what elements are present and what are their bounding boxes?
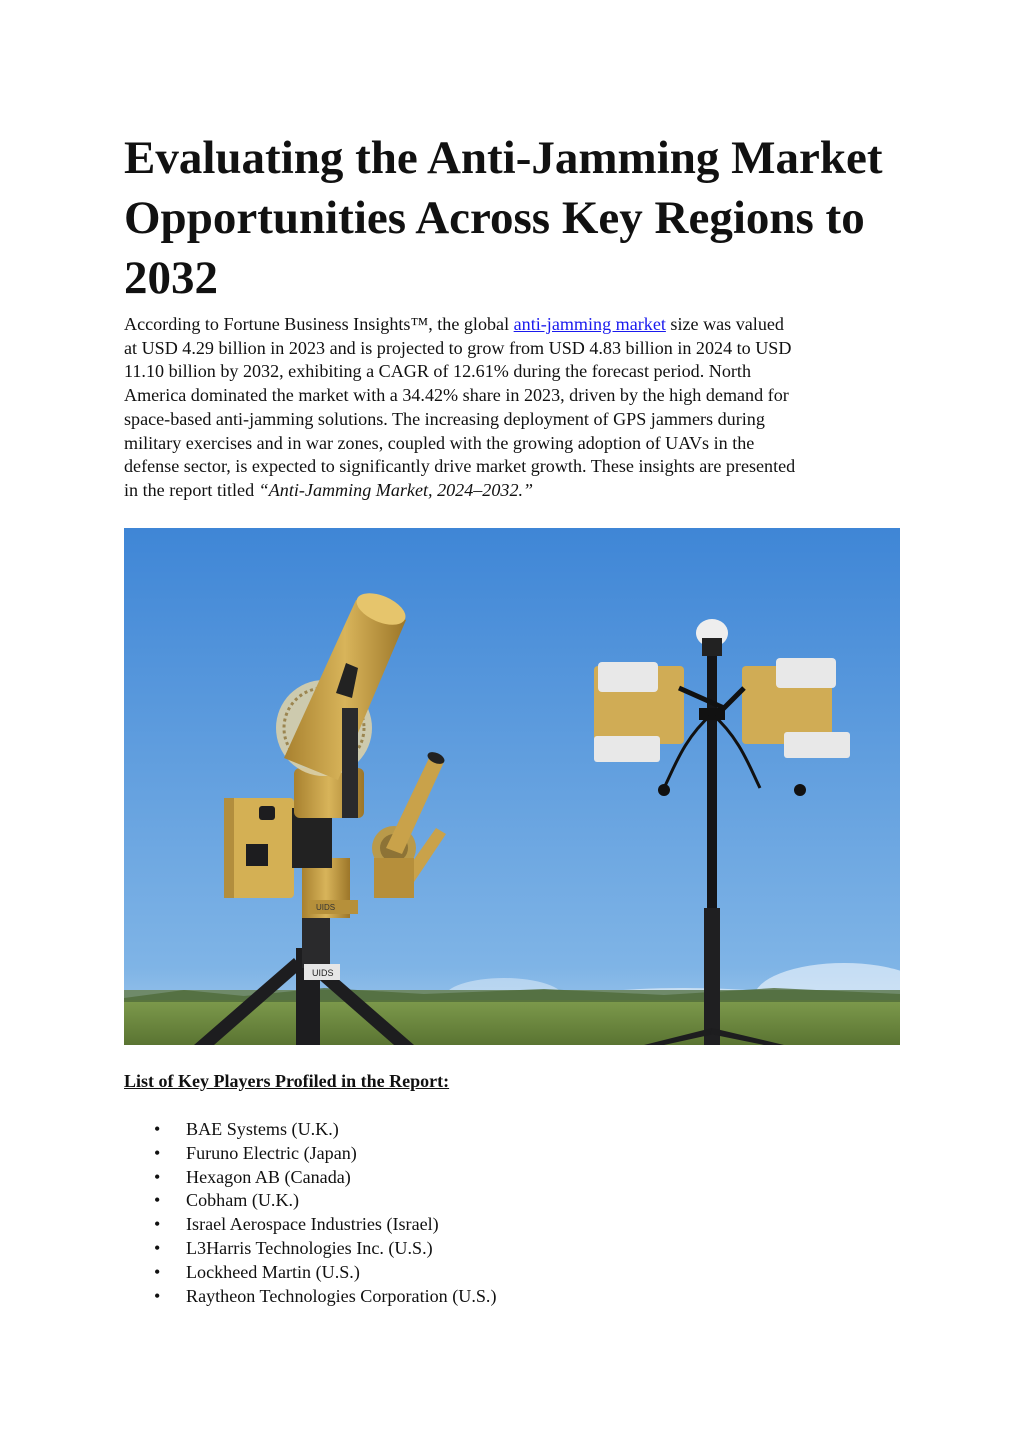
title-line: Opportunities Across Key Regions to xyxy=(124,192,865,244)
player-name: Hexagon AB (Canada) xyxy=(186,1166,351,1187)
report-title: “Anti-Jamming Market, 2024–2032.” xyxy=(258,479,534,500)
bullet-icon: • xyxy=(154,1142,161,1163)
bullet-icon: • xyxy=(154,1119,161,1139)
intro-line: military exercises and in war zones, coupled with the growing adoption of UAVs in the xyxy=(124,432,755,453)
list-item xyxy=(124,1285,900,1309)
intro-line: defense sector, is expected to significantly drive market growth. These insights are presented xyxy=(124,456,796,477)
list-item xyxy=(124,1118,900,1142)
list-item xyxy=(124,1189,900,1213)
uids-marking-upper: UIDS xyxy=(316,903,336,912)
intro-line: at USD 4.29 billion in 2023 and is projected to grow from USD 4.83 billion in 2024 to USD xyxy=(124,337,792,358)
intro-text: size was valued xyxy=(665,314,784,334)
list-item xyxy=(124,1213,900,1237)
anti-jamming-equipment-photo xyxy=(124,528,900,1045)
page-title xyxy=(124,128,904,308)
player-name: Cobham (U.K.) xyxy=(186,1190,300,1211)
list-item xyxy=(124,1261,900,1285)
intro-line: America dominated the market with a 34.42% share in 2023, driven by the high demand for xyxy=(124,385,789,406)
intro-text: in the report titled xyxy=(124,479,259,500)
intro-line xyxy=(124,313,900,337)
bullet-icon: • xyxy=(154,1285,161,1306)
bullet-icon: • xyxy=(154,1261,161,1282)
player-name: Israel Aerospace Industries (Israel) xyxy=(186,1214,439,1235)
list-item xyxy=(124,1237,900,1261)
player-name: Lockheed Martin (U.S.) xyxy=(186,1261,360,1282)
intro-line: 11.10 billion by 2032, exhibiting a CAGR of 12.61% during the forecast period. North xyxy=(124,361,751,382)
player-name: L3Harris Technologies Inc. (U.S.) xyxy=(186,1237,433,1258)
bullet-icon: • xyxy=(154,1237,161,1258)
key-players-heading: List of Key Players Profiled in the Report: xyxy=(124,1071,450,1091)
player-name: BAE Systems (U.K.) xyxy=(186,1119,339,1139)
title-line: Evaluating the Anti-Jamming Market xyxy=(124,132,883,184)
bullet-icon: • xyxy=(154,1214,161,1235)
bullet-icon: • xyxy=(154,1166,161,1187)
intro-text: According to Fortune Business Insights™, the global xyxy=(124,314,514,334)
intro-paragraph xyxy=(124,313,900,503)
bullet-icon: • xyxy=(154,1190,161,1211)
intro-line xyxy=(124,479,900,503)
player-name: Raytheon Technologies Corporation (U.S.) xyxy=(186,1285,497,1306)
title-line: 2032 xyxy=(124,252,218,304)
intro-line: space-based anti-jamming solutions. The increasing deployment of GPS jammers during xyxy=(124,408,765,429)
uids-marking-lower: UIDS xyxy=(312,968,334,978)
list-item xyxy=(124,1142,900,1166)
key-players-list xyxy=(124,1118,900,1308)
anti-jamming-market-link[interactable]: anti-jamming market xyxy=(513,314,666,334)
list-item xyxy=(124,1166,900,1190)
player-name: Furuno Electric (Japan) xyxy=(186,1142,357,1163)
